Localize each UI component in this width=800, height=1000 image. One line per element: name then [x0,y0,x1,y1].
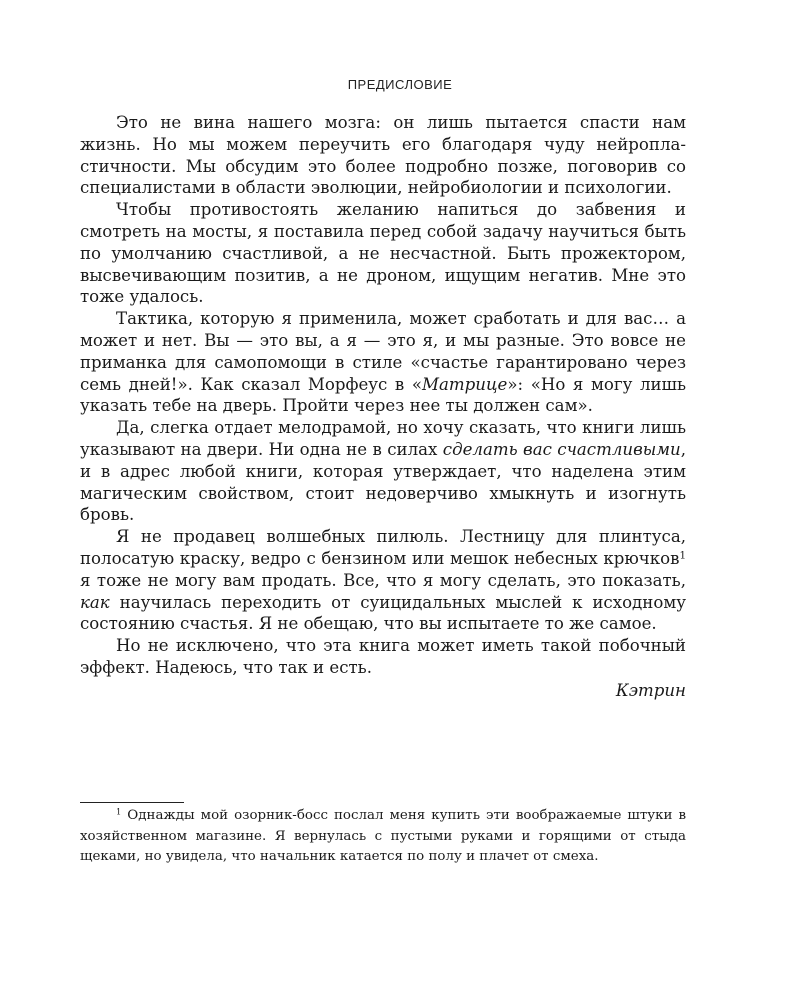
paragraph-3-italic: Матрице [422,374,508,394]
signature: Кэтрин [615,680,686,700]
paragraph-4 [80,417,686,526]
paragraph-4-text-a: Да, слегка отдает мелодрамой, но хочу сказать, что книги лишь указывают на двери. Ни одна не в силах [80,418,686,459]
paragraph-4-text-b: , и в адрес любой книги, которая утверждает, что наделена этим магическим свойством, стоит недоверчиво хмыкнуть и изогнуть бровь. [80,439,686,525]
paragraph-5-italic: как [80,592,110,612]
running-head: ПРЕДИСЛОВИЕ [347,77,453,92]
footnote-divider [80,802,184,803]
paragraph-5-text-b: я тоже не могу вам продать. Все, что я могу сделать, это показать, [80,570,686,590]
paragraph-1: Это не вина нашего мозга: он лишь пытается спасти нам жизнь. Но мы можем переучить его благодаря чуду нейропластичности. Мы обсудим это более подробно позже, поговорив со специалистами в области эволюции, нейробиологии и психологии. [80,113,686,198]
footnote-paragraph [80,806,686,868]
paragraph-2: Чтобы противостоять желанию напиться до забвения и смотреть на мосты, я поставила перед собой задачу научиться быть по умолчанию счастливой, а не несчастной. Быть прожектором, высвечивающим позитив, а не дроном, ищущим негатив. Мне это тоже удалось. [80,200,686,307]
footnote [80,806,686,868]
footnote-reference[interactable]: 1 [679,549,686,562]
paragraph-3-text-a: Тактика, которую я применила, может сработать и для вас… а может и нет. Вы — это вы, а я — это я, и мы разные. Это вовсе не приманка для самопомощи в стиле «счастье гарантировано через семь дней!». Как сказал Морфеус в « [80,309,686,394]
footnote-marker: 1 [116,806,122,817]
paragraph-5-text-c: научилась переходить от суицидальных мыслей к исходному состоянию счастья. Я не обещаю, что вы испытаете то же самое. [80,592,686,634]
paragraph-4-italic: сделать вас счастливыми [442,439,681,459]
paragraph-6: Но не исключено, что эта книга может иметь такой побочный эффект. Надеюсь, что так и есть. [80,636,686,677]
paragraph-3 [80,308,686,417]
paragraph-3-text-b: »: «Но я могу лишь указать тебе на дверь. Пройти через нее ты должен сам». [80,374,686,416]
main-text [80,112,686,702]
paragraph-5 [80,526,686,635]
footnote-text: Однажды мой озорник-босс послал меня купить эти воображаемые штуки в хозяйственном магазине. Я вернулась с пустыми руками и горящими от стыда щеками, но увидела, что начальник катается по полу и плачет от смеха. [80,808,686,864]
paragraph-5-text-a: Я не продавец волшебных пилюль. Лестницу для плинтуса, полосатую краску, ведро с бензином или мешок небесных крючков [80,527,686,568]
